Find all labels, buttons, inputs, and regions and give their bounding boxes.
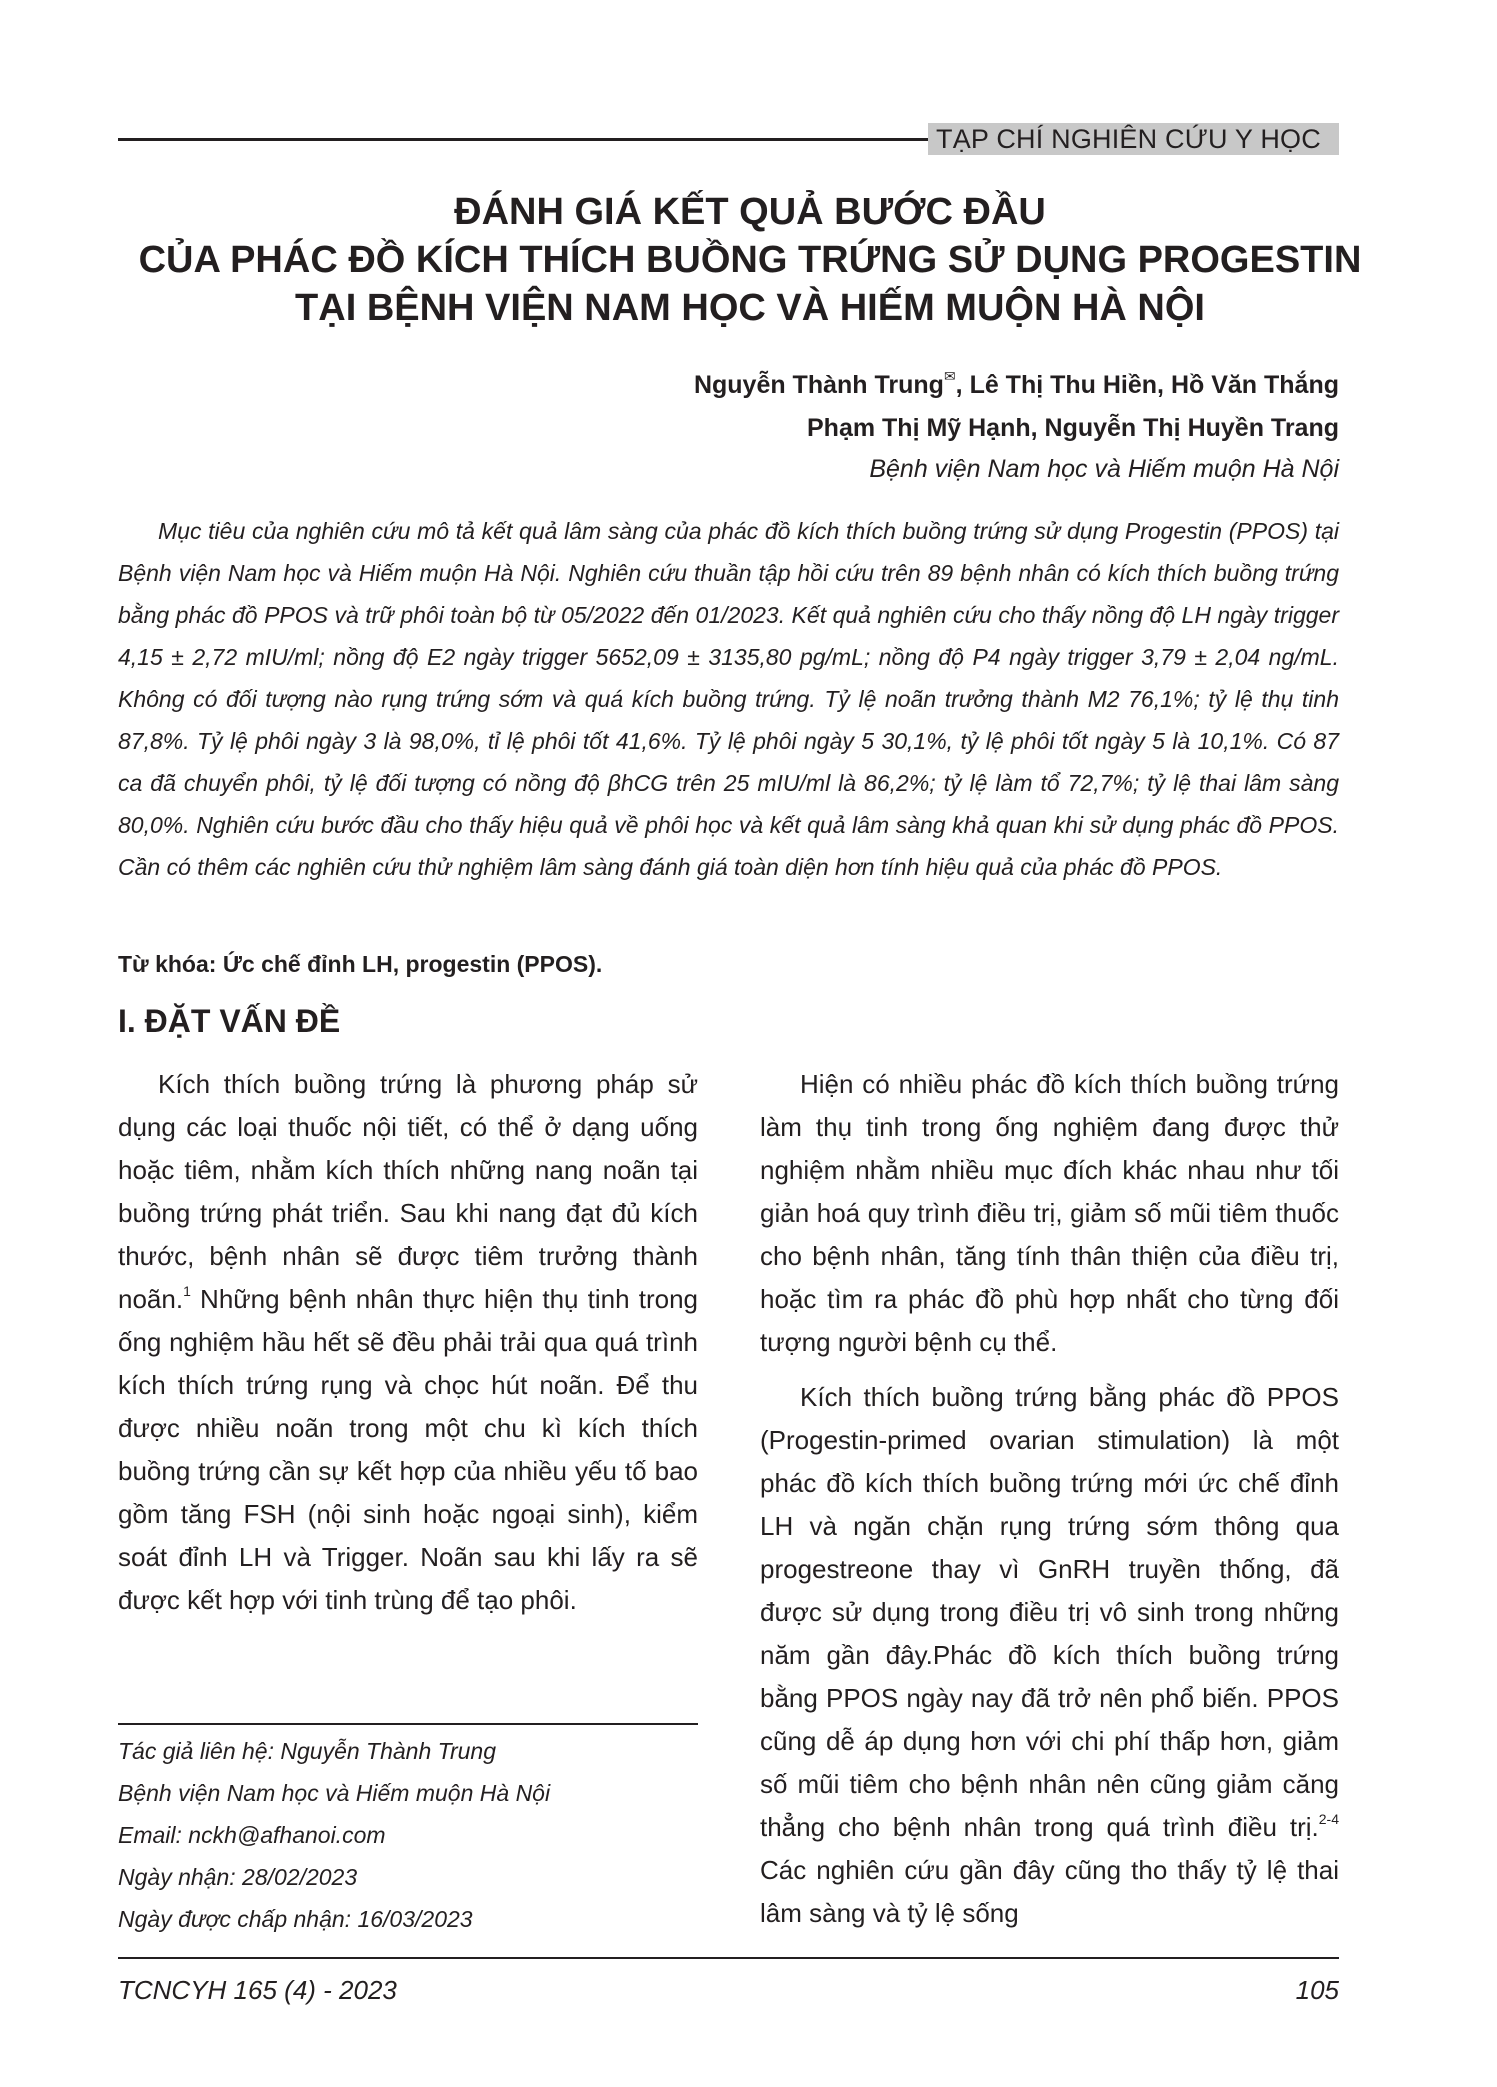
footnote-accepted-date: Ngày được chấp nhận: 16/03/2023 xyxy=(118,1906,473,1932)
ppos-text-1: Kích thích buồng trứng bằng phác đồ PPOS (Progestin-primed ovarian stimulation) là một phác đồ kích thích buồng trứng mới ức chế đỉnh LH và ngăn chặn rụng trứng sớm thông qua progestreone thay vì GnRH truyền thống, đã được sử dụng trong điều trị vô sinh trong những năm gần đây.Phác đồ kích thích buồng trứng bằng PPOS ngày nay đã trở nên phổ biến. PPOS cũng dễ áp dụng hơn với chi phí thấp hơn, giảm số mũi tiêm cho bệnh nhân nên cũng giảm căng thẳng cho bệnh nhân trong quá trình điều trị. xyxy=(760,1382,1339,1842)
footnote-email: Email: nckh@afhanoi.com xyxy=(118,1822,386,1848)
keywords: Từ khóa: Ức chế đỉnh LH, progestin (PPOS). xyxy=(118,951,603,977)
author-line-1 xyxy=(694,355,1339,407)
footnote-rule xyxy=(118,1723,698,1725)
title-line-2: CỦA PHÁC ĐỒ KÍCH THÍCH BUỒNG TRỨNG SỬ DỤNG PROGESTIN xyxy=(138,239,1362,281)
corresponding-author-name: Nguyễn Thành Trung xyxy=(693,371,944,399)
intro-paragraph xyxy=(118,1063,698,1622)
abstract: Mục tiêu của nghiên cứu mô tả kết quả lâm sàng của phác đồ kích thích buồng trứng sử dụng Progestin (PPOS) tại Bệnh viện Nam học và Hiếm muộn Hà Nội. Nghiên cứu thuần tập hồi cứu trên 89 bệnh nhân có kích thích buồng trứng bằng phác đồ PPOS và trữ phôi toàn bộ từ 05/2022 đến 01/2023. Kết quả nghiên cứu cho thấy nồng độ LH ngày trigger 4,15 ± 2,72 mIU/ml; nồng độ E2 ngày trigger 5652,09 ± 3135,80 pg/mL; nồng độ P4 ngày trigger 3,79 ± 2,04 ng/mL. Không có đối tượng nào rụng trứng sớm và quá kích buồng trứng. Tỷ lệ noãn trưởng thành M2 76,1%; tỷ lệ thụ tinh 87,8%. Tỷ lệ phôi ngày 3 là 98,0%, tỉ lệ phôi tốt 41,6%. Tỷ lệ phôi ngày 5 30,1%, tỷ lệ phôi tốt ngày 5 là 10,1%. Có 87 ca đã chuyển phôi, tỷ lệ đối tượng có nồng độ βhCG trên 25 mIU/ml là 86,2%; tỷ lệ làm tổ 72,7%; tỷ lệ thai lâm sàng 80,0%. Nghiên cứu bước đầu cho thấy hiệu quả về phôi học và kết quả lâm sàng khả quan khi sử dụng phác đồ PPOS. Cần có thêm các nghiên cứu thử nghiệm lâm sàng đánh giá toàn diện hơn tính hiệu quả của phác đồ PPOS. xyxy=(118,518,1339,880)
envelope-icon: ✉ xyxy=(943,368,956,384)
co-authors: , Lê Thị Thu Hiền, Hồ Văn Thắng xyxy=(955,371,1339,399)
journal-issue: TCNCYH 165 (4) - 2023 xyxy=(118,1975,397,2005)
intro-text-1: Kích thích buồng trứng là phương pháp sử dụng các loại thuốc nội tiết, có thể ở dạng uống hoặc tiêm, nhằm kích thích những nang noãn tại buồng trứng phát triển. Sau khi nang đạt đủ kích thước, bệnh nhân sẽ được tiêm trưởng thành noãn. xyxy=(118,1069,698,1314)
author-list xyxy=(694,355,1339,450)
citation-ref: 1 xyxy=(183,1283,191,1299)
title-line-3: TẠI BỆNH VIỆN NAM HỌC VÀ HIẾM MUỘN HÀ NỘI xyxy=(295,287,1205,329)
title-line-1: ĐÁNH GIÁ KẾT QUẢ BƯỚC ĐẦU xyxy=(454,191,1046,233)
affiliation: Bệnh viện Nam học và Hiếm muộn Hà Nội xyxy=(869,455,1339,483)
section-heading: I. ĐẶT VẤN ĐỀ xyxy=(118,1003,341,1039)
right-paragraph-2 xyxy=(760,1376,1339,1935)
citation-ref: 2-4 xyxy=(1318,1811,1339,1827)
footnote-received-date: Ngày nhận: 28/02/2023 xyxy=(118,1864,358,1890)
header-rule xyxy=(118,138,930,141)
journal-name: TẠP CHÍ NGHIÊN CỨU Y HỌC xyxy=(928,123,1339,155)
footnote-corresponding-author: Tác giả liên hệ: Nguyễn Thành Trung xyxy=(118,1738,497,1764)
left-column xyxy=(118,1063,698,1622)
footer-rule xyxy=(118,1957,1339,1959)
right-paragraph-1: Hiện có nhiều phác đồ kích thích buồng trứng làm thụ tinh trong ống nghiệm đang được thử nghiệm nhằm nhiều mục đích khác nhau như tối giản hoá quy trình điều trị, giảm số mũi tiêm thuốc cho bệnh nhân, tăng tính thân thiện của điều trị, hoặc tìm ra phác đồ phù hợp nhất cho từng đối tượng người bệnh cụ thể. xyxy=(760,1069,1339,1357)
footnote-institution: Bệnh viện Nam học và Hiếm muộn Hà Nội xyxy=(118,1780,551,1806)
ppos-text-2: Các nghiên cứu gần đây cũng tho thấy tỷ lệ thai lâm sàng và tỷ lệ sống xyxy=(760,1855,1339,1928)
intro-text-2: Những bệnh nhân thực hiện thụ tinh trong ống nghiệm hầu hết sẽ đều phải trải qua quá trình kích thích trứng rụng và chọc hút noãn. Để thu được nhiều noãn trong một chu kì kích thích buồng trứng cần sự kết hợp của nhiều yếu tố bao gồm tăng FSH (nội sinh hoặc ngoại sinh), kiểm soát đỉnh LH và Trigger. Noãn sau khi lấy ra sẽ được kết hợp với tinh trùng để tạo phôi. xyxy=(118,1284,698,1615)
page-number: 105 xyxy=(1295,1975,1339,2005)
footnotes xyxy=(118,1730,550,1940)
right-column xyxy=(760,1063,1339,1935)
author-line-2: Phạm Thị Mỹ Hạnh, Nguyễn Thị Huyền Trang xyxy=(807,414,1339,442)
article-title xyxy=(60,188,1440,332)
